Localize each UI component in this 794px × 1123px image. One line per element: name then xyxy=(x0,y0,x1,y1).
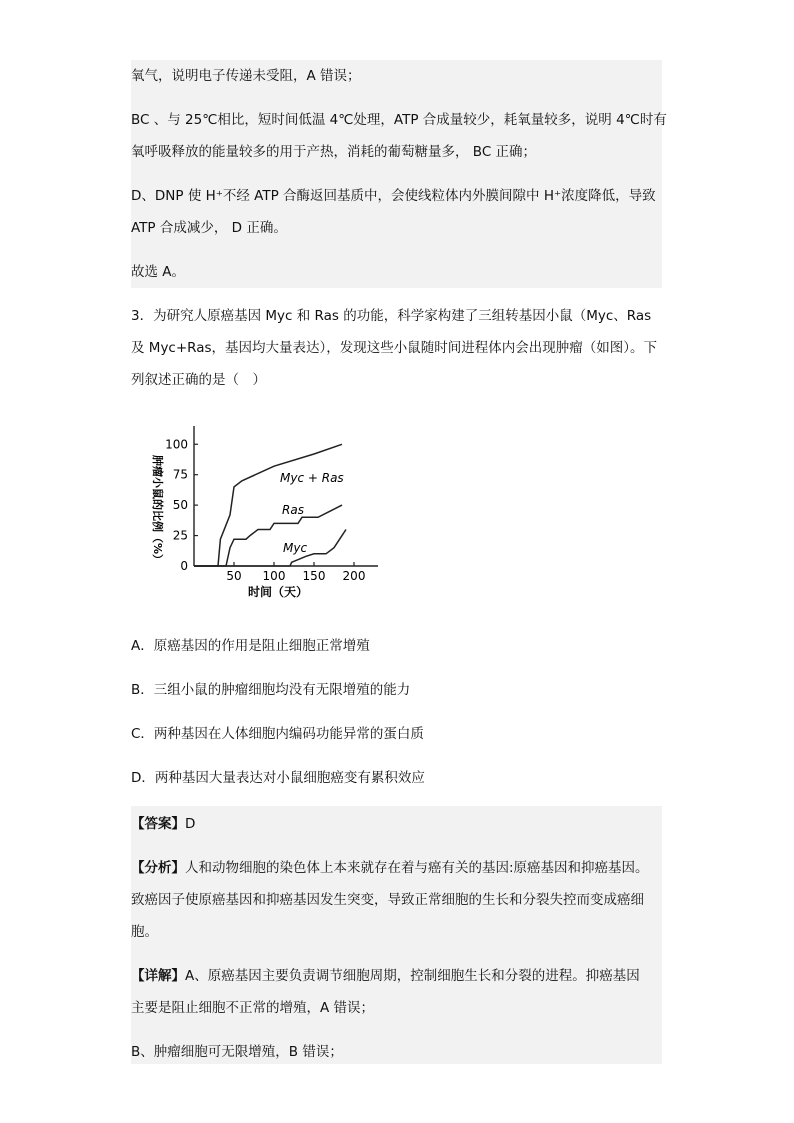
series-line-myc xyxy=(194,530,346,567)
y-tick-label: 25 xyxy=(172,528,188,543)
text-line: 氧气，说明电子传递未受阻，A 错误； xyxy=(131,68,361,84)
text-line: ATP 合成减少， D 正确。 xyxy=(131,220,287,236)
text-line: 主要是阻止细胞不正常的增殖，A 错误； xyxy=(131,1000,375,1016)
explanation-block-top xyxy=(131,60,667,288)
series-line-myc-ras xyxy=(194,444,342,566)
question-line: 3．为研究人原癌基因 Myc 和 Ras 的功能，科学家构建了三组转基因小鼠（Myc、Ras xyxy=(131,308,652,324)
x-tick-label: 200 xyxy=(342,569,366,583)
option-d: D．两种基因大量表达对小鼠细胞癌变有累积效应 xyxy=(131,770,425,786)
analysis-line xyxy=(131,858,649,878)
question-line: 及 Myc+Ras，基因均大量表达），发现这些小鼠随时间进程体内会出现肿瘤（如图）。下 xyxy=(131,340,658,356)
series-label-myc: Myc xyxy=(283,541,308,555)
x-tick-label: 50 xyxy=(226,569,242,583)
y-axis-label: 肿瘤小鼠的比例（%） xyxy=(151,454,164,566)
option-c: C．两种基因在人体细胞内编码功能异常的蛋白质 xyxy=(131,726,424,742)
series-label-myc-ras: Myc + Ras xyxy=(280,471,344,485)
text-line: D、DNP 使 H⁺不经 ATP 合酶返回基质中，会使线粒体内外膜间隙中 H⁺浓度降低，导致 xyxy=(131,188,656,204)
question-line: 列叙述正确的是（ ） xyxy=(131,372,266,388)
answer-label: 【答案】 xyxy=(131,816,185,832)
analysis-text: 人和动物细胞的染色体上本来就存在着与癌有关的基因:原癌基因和抑癌基因。 xyxy=(185,860,649,876)
x-tick-label: 150 xyxy=(302,569,326,583)
y-tick-label: 75 xyxy=(172,467,188,482)
x-tick-label: 100 xyxy=(262,569,286,583)
answer-line xyxy=(131,814,195,834)
text-line: 胞。 xyxy=(131,924,158,940)
series-label-ras: Ras xyxy=(282,503,304,517)
y-tick-label: 50 xyxy=(172,498,188,513)
detail-label: 【详解】 xyxy=(131,968,185,984)
answer-value: D xyxy=(185,816,196,832)
detail-line xyxy=(131,966,640,986)
y-tick-label: 100 xyxy=(165,437,188,452)
text-line: 故选 A。 xyxy=(131,264,186,280)
x-axis-label: 时间（天） xyxy=(247,585,309,599)
text-line: B、肿瘤细胞可无限增殖，B 错误； xyxy=(131,1044,343,1060)
option-b: B．三组小鼠的肿瘤细胞均没有无限增殖的能力 xyxy=(131,682,411,698)
text-line: BC 、与 25℃相比，短时间低温 4℃处理，ATP 合成量较少，耗氧量较多，说明 4℃时有 xyxy=(131,112,667,128)
text-line: 致癌因子使原癌基因和抑癌基因发生突变，导致正常细胞的生长和分裂失控而变成癌细 xyxy=(131,892,644,908)
option-a: A．原癌基因的作用是阻止细胞正常增殖 xyxy=(131,638,370,654)
y-tick-label: 0 xyxy=(180,559,188,573)
tumor-incidence-chart xyxy=(140,418,390,608)
series-line-ras xyxy=(194,505,342,566)
detail-text: A、原癌基因主要负责调节细胞周期，控制细胞生长和分裂的进程。抑癌基因 xyxy=(185,968,640,984)
explanation-block-answer xyxy=(131,806,662,1064)
text-line: 氧呼吸释放的能量较多的用于产热，消耗的葡萄糖量多， BC 正确； xyxy=(131,144,537,160)
analysis-label: 【分析】 xyxy=(131,860,185,876)
